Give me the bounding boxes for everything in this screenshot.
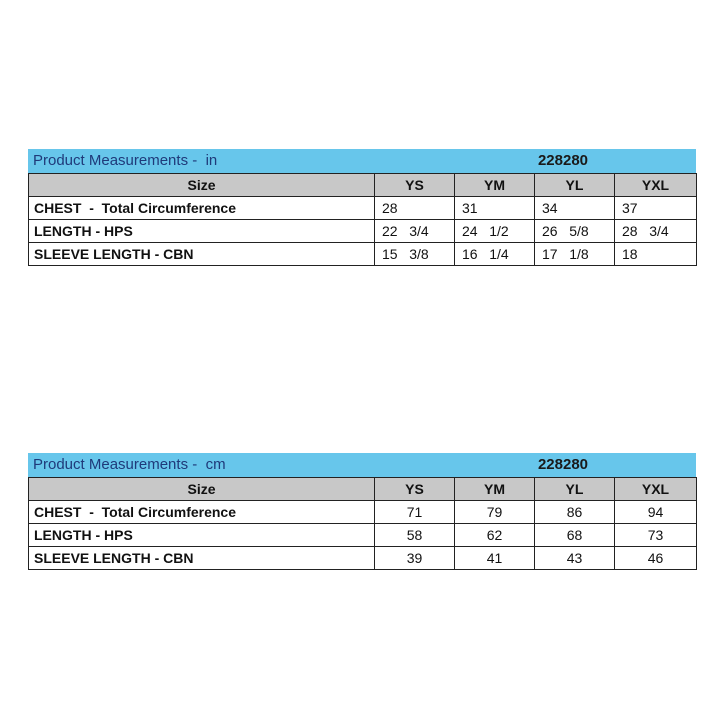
header-yl: YL [535,478,615,501]
table-row [29,220,697,243]
measurement-grid [28,173,697,266]
cell-value: 46 [615,547,697,570]
row-label: SLEEVE LENGTH - CBN [29,243,375,266]
header-row [29,478,697,501]
header-row [29,174,697,197]
header-ym: YM [455,478,535,501]
table-title: Product Measurements - cm [33,456,226,473]
header-size: Size [29,174,375,197]
cell-value: 24 1/2 [455,220,535,243]
cell-value: 68 [535,524,615,547]
row-label: LENGTH - HPS [29,220,375,243]
cell-value: 86 [535,501,615,524]
cell-value: 34 [535,197,615,220]
cell-value: 37 [615,197,697,220]
cell-value: 28 [375,197,455,220]
row-label: LENGTH - HPS [29,524,375,547]
header-size: Size [29,478,375,501]
title-bar [28,453,696,477]
measurement-grid [28,477,697,570]
cell-value: 39 [375,547,455,570]
table-row [29,243,697,266]
table-row [29,524,697,547]
cell-value: 16 1/4 [455,243,535,266]
row-label: CHEST - Total Circumference [29,197,375,220]
row-label: CHEST - Total Circumference [29,501,375,524]
table-row [29,501,697,524]
cell-value: 31 [455,197,535,220]
measurements-table-cm [28,453,696,570]
title-bar [28,149,696,173]
cell-value: 71 [375,501,455,524]
cell-value: 22 3/4 [375,220,455,243]
table-title: Product Measurements - in [33,152,218,169]
cell-value: 43 [535,547,615,570]
cell-value: 62 [455,524,535,547]
cell-value: 58 [375,524,455,547]
table-row [29,197,697,220]
header-ys: YS [375,174,455,197]
cell-value: 15 3/8 [375,243,455,266]
style-number: 228280 [537,456,589,473]
cell-value: 94 [615,501,697,524]
table-row [29,547,697,570]
style-number: 228280 [537,152,589,169]
header-yl: YL [535,174,615,197]
cell-value: 73 [615,524,697,547]
row-label: SLEEVE LENGTH - CBN [29,547,375,570]
header-yxl: YXL [615,174,697,197]
measurements-table-inches [28,149,696,266]
cell-value: 18 [615,243,697,266]
cell-value: 17 1/8 [535,243,615,266]
header-ym: YM [455,174,535,197]
cell-value: 26 5/8 [535,220,615,243]
header-ys: YS [375,478,455,501]
cell-value: 79 [455,501,535,524]
header-yxl: YXL [615,478,697,501]
cell-value: 28 3/4 [615,220,697,243]
cell-value: 41 [455,547,535,570]
